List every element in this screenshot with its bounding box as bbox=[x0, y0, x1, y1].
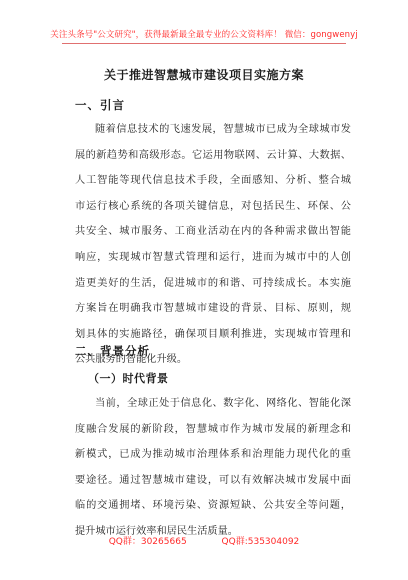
paragraph-line: 临的交通拥堵、环境污染、资源短缺、公共安全等问题， bbox=[75, 500, 351, 512]
subsection-heading-era-background: （一）时代背景 bbox=[88, 372, 169, 385]
paragraph-line: 要途径。通过智慧城市建设，可以有效解决城市发展中面 bbox=[75, 474, 351, 486]
banner-divider bbox=[62, 43, 346, 44]
paragraph-line: 共安全、城市服务、工商业活动在内的各种需求做出智能 bbox=[75, 226, 351, 238]
qq-group-2: QQ群:535304092 bbox=[221, 537, 300, 547]
era-background-paragraph bbox=[75, 391, 351, 545]
promo-footer bbox=[0, 534, 408, 547]
paragraph-line: 方案旨在明确我市智慧城市建设的背景、目标、原则，规 bbox=[75, 303, 351, 315]
paragraph-line: 人工智能等现代信息技术手段，全面感知、分析、整合城 bbox=[75, 175, 351, 187]
document-title: 关于推进智慧城市建设项目实施方案 bbox=[103, 68, 304, 82]
paragraph-line: 划具体的实施路径，确保项目顺利推进，实现城市管理和 bbox=[75, 328, 351, 340]
paragraph-line: 当前，全球正处于信息化、数字化、网络化、智能化深 bbox=[95, 398, 351, 409]
promo-banner: 关注头条号"公文研究"，获得最新最全最专业的公文资料库！ 微信：gongwenyj bbox=[50, 30, 358, 40]
paragraph-line: 提升城市运行效率和居民生活质量。 bbox=[75, 525, 238, 537]
paragraph-line: 新模式，已成为推动城市治理体系和治理能力现代化的重 bbox=[75, 449, 351, 461]
section-heading-introduction: 一、引言 bbox=[75, 98, 125, 112]
qq-group-1: QQ群：30265665 bbox=[108, 537, 187, 547]
paragraph-line: 造更美好的生活，促进城市的和谐、可持续成长。本实施 bbox=[75, 277, 351, 289]
section-heading-background: 二、背景分析 bbox=[75, 344, 150, 358]
paragraph-line: 公共服务的智能化升级。 bbox=[75, 354, 188, 366]
paragraph-line: 度融合发展的新阶段，智慧城市作为城市发展的新理念和 bbox=[75, 423, 351, 435]
introduction-paragraph bbox=[75, 117, 351, 373]
paragraph-line: 市运行核心系统的各项关键信息，对包括民生、环保、公 bbox=[75, 200, 351, 212]
paragraph-line: 展的新趋势和高级形态。它运用物联网、云计算、大数据、 bbox=[75, 149, 351, 161]
paragraph-line: 随着信息技术的飞速发展，智慧城市已成为全球城市发 bbox=[95, 124, 351, 135]
paragraph-line: 响应，实现城市智慧式管理和运行，进而为城市中的人创 bbox=[75, 251, 351, 263]
